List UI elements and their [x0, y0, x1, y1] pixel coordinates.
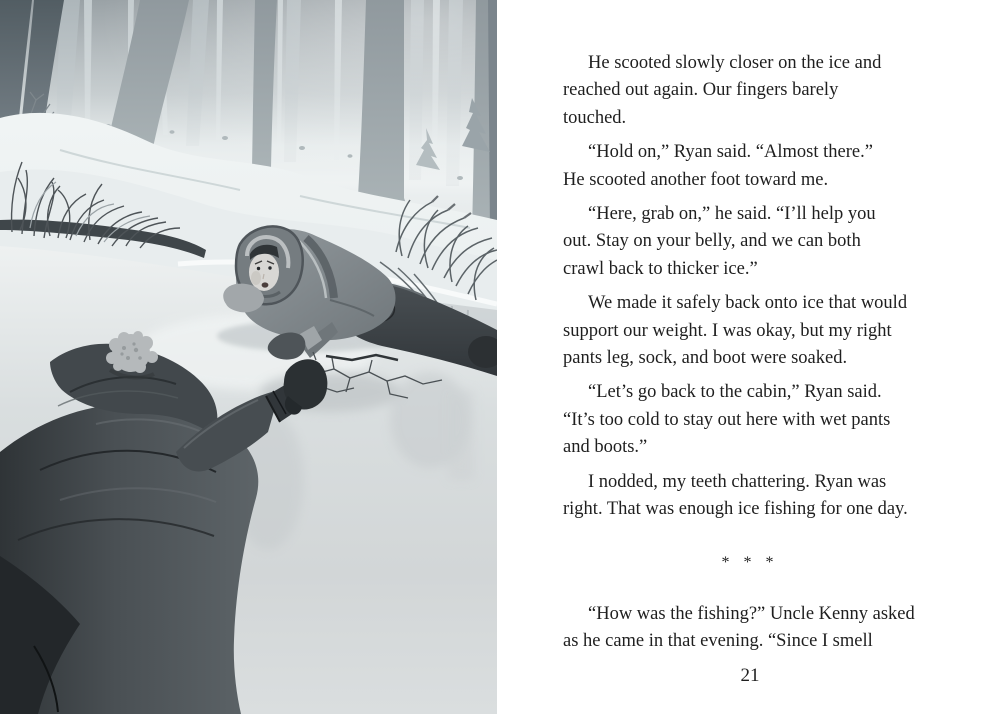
text-line: I nodded, my teeth chattering. Ryan was [588, 471, 887, 492]
text-line: We made it safely back onto ice that would [588, 293, 908, 314]
scene-break-divider: * * * [721, 553, 779, 571]
text-line: “Let’s go back to the cabin,” Ryan said. [588, 382, 882, 403]
story-paragraph [563, 139, 937, 194]
text-line: He scooted another foot toward me. [563, 169, 829, 190]
text-line: “It’s too cold to stay out here with wet pants [563, 409, 891, 430]
story-paragraph [563, 469, 937, 524]
text-line: “Hold on,” Ryan said. “Almost there.” [588, 142, 873, 163]
text-line: support our weight. I was okay, but my right [563, 320, 892, 341]
story-paragraph [563, 379, 937, 461]
story-illustration [0, 0, 497, 714]
text-line: reached out again. Our fingers barely [563, 80, 839, 101]
story-paragraph [563, 201, 937, 283]
text-line: crawl back to thicker ice.” [563, 258, 758, 279]
text-line: right. That was enough ice fishing for one day. [563, 499, 908, 520]
story-text-column [563, 50, 937, 662]
text-line: He scooted slowly closer on the ice and [588, 53, 882, 73]
story-paragraph [563, 290, 937, 372]
text-line: as he came in that evening. “Since I smell [563, 630, 873, 651]
page-number: 21 [740, 665, 760, 686]
text-line: touched. [563, 107, 627, 128]
story-paragraph [563, 601, 937, 656]
text-line: out. Stay on your belly, and we can both [563, 231, 861, 252]
story-paragraph [563, 50, 937, 132]
text-line: and boots.” [563, 437, 648, 458]
text-line: pants leg, sock, and boot were soaked. [563, 348, 848, 369]
text-line: “How was the fishing?” Uncle Kenny asked [588, 603, 915, 624]
text-line: “Here, grab on,” he said. “I’ll help you [588, 204, 876, 225]
